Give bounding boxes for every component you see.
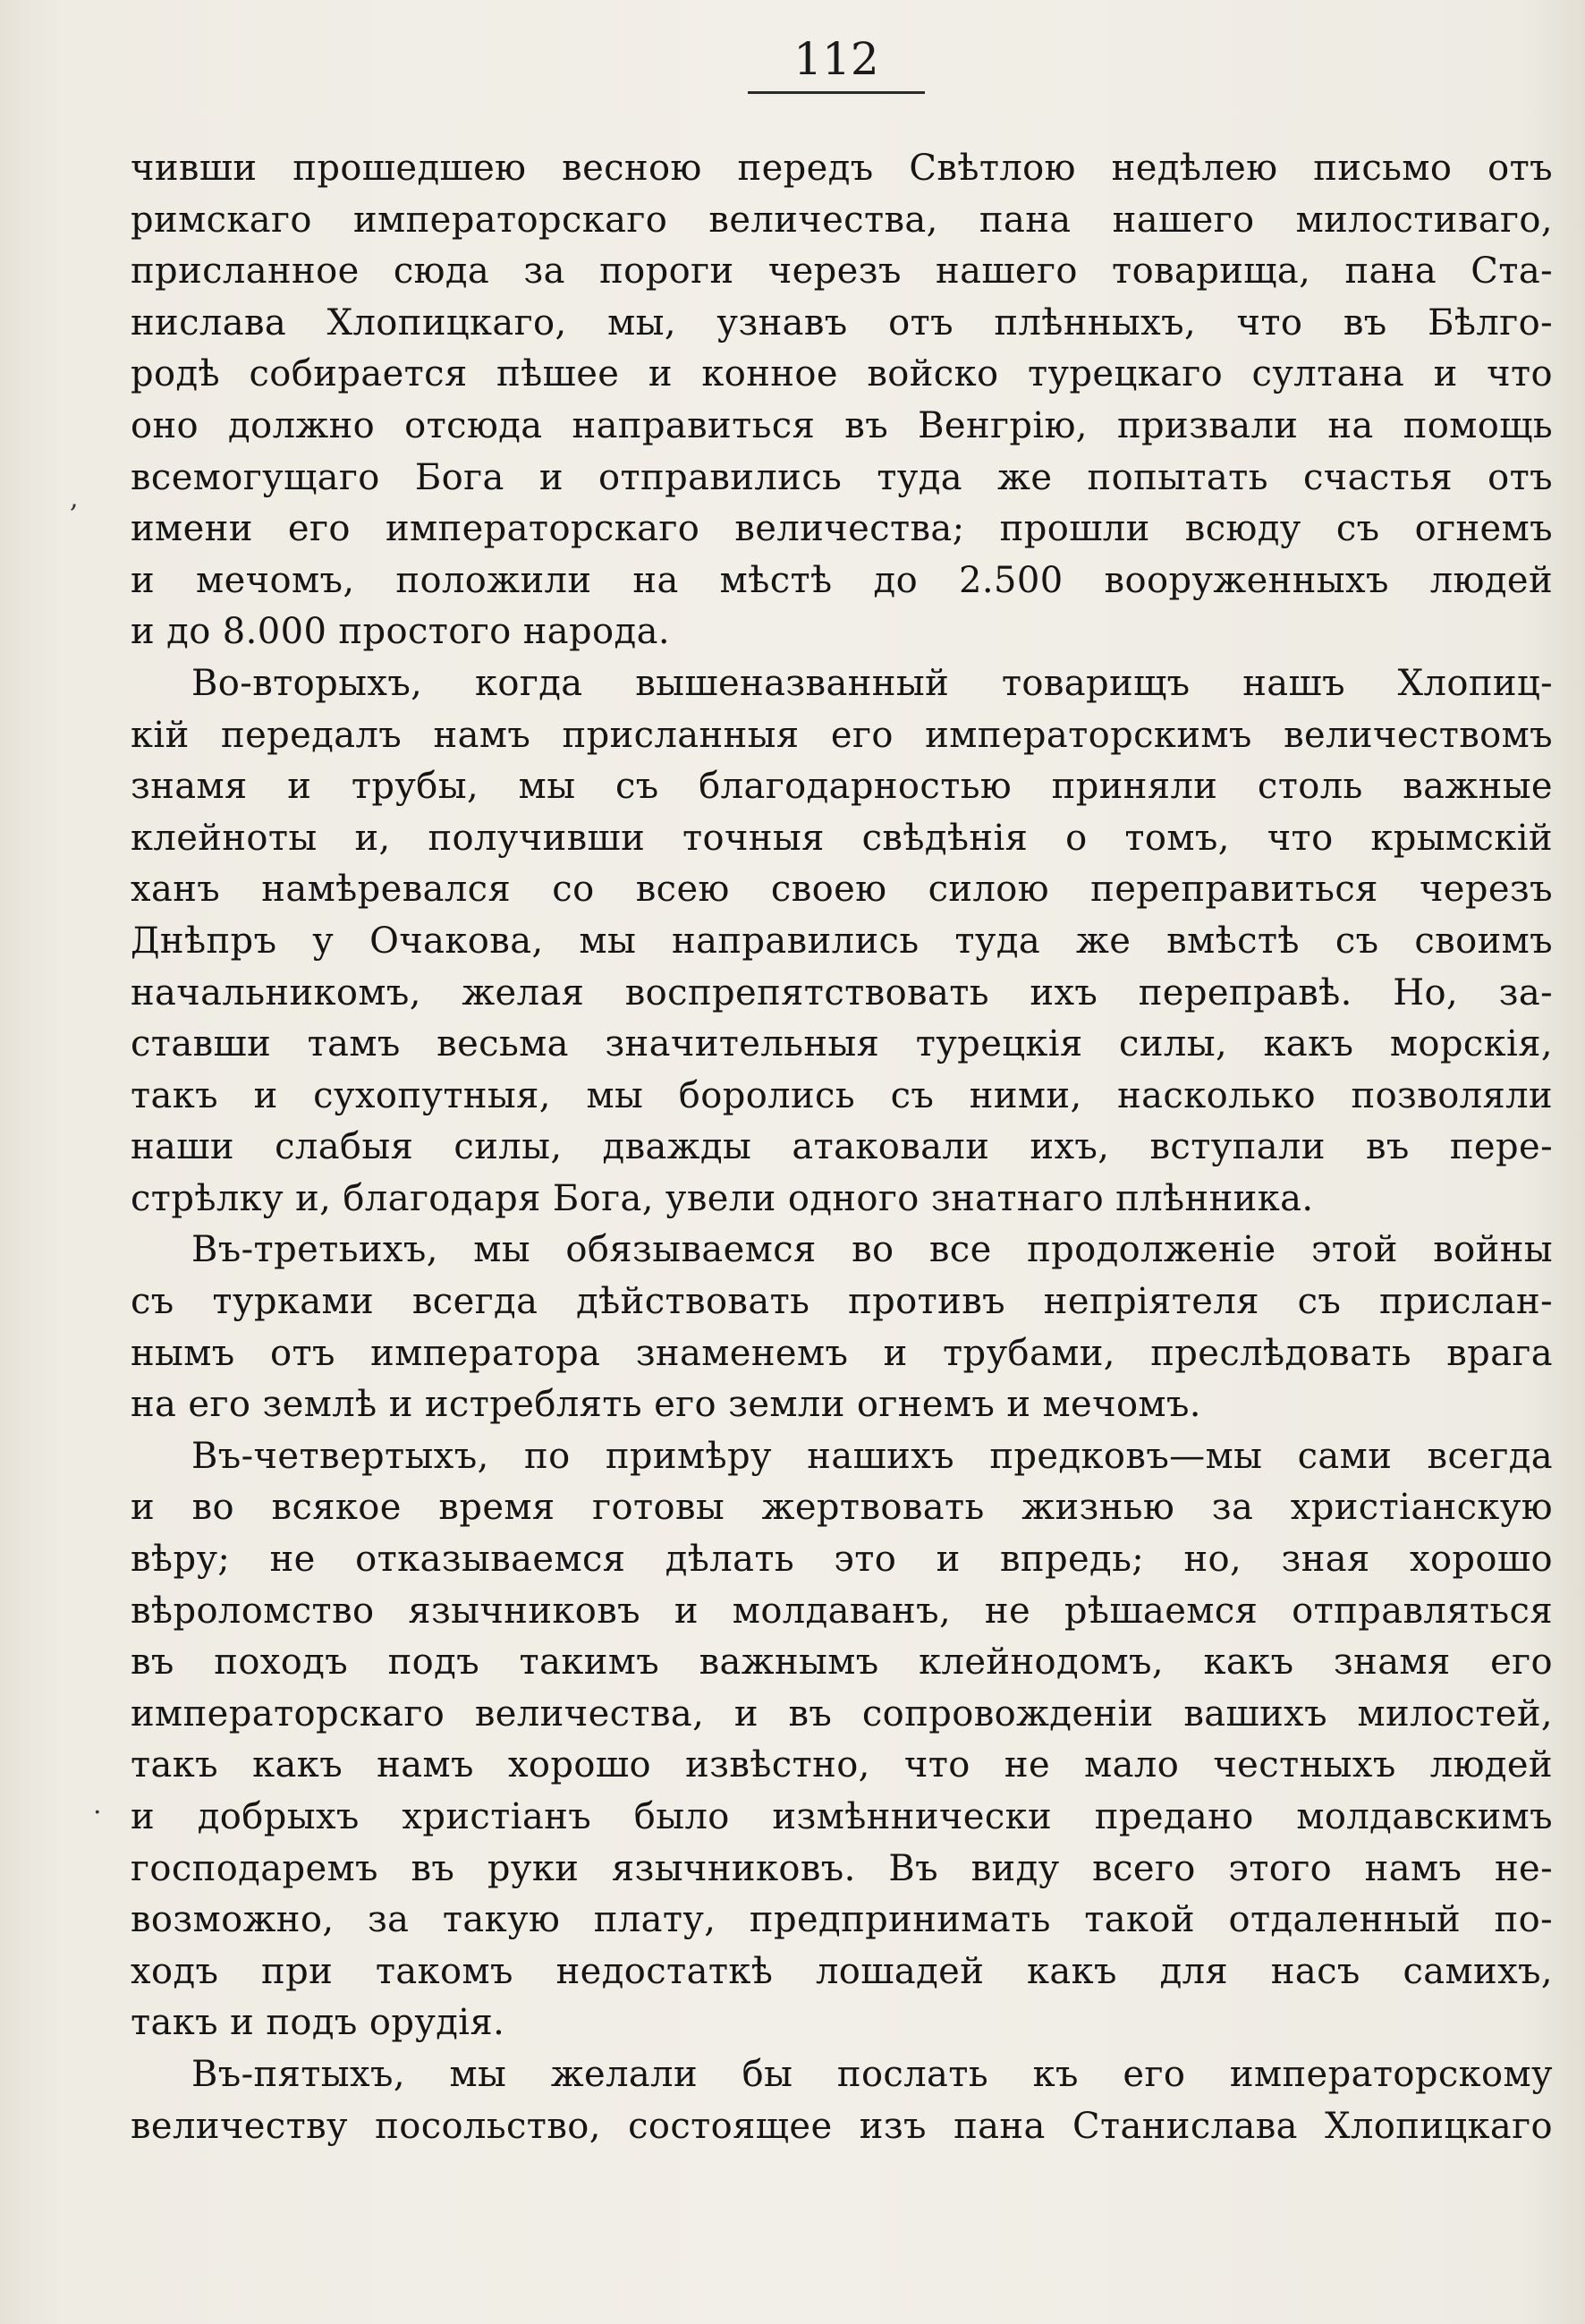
text-line: ханъ намѣревался со всею своею силою переправиться черезъ (131, 869, 1553, 911)
text-line: оно должно отсюда направиться въ Венгрію, призвали на помощь (131, 404, 1553, 446)
text-line: Въ-пятыхъ, мы желали бы послать къ его императорскому (191, 2053, 1553, 2095)
text-line: Днѣпръ у Очакова, мы направились туда же вмѣстѣ съ своимъ (131, 920, 1553, 962)
text-line: римскаго императорскаго величества, пана нашего милостиваго, (131, 199, 1553, 241)
page-number: 112 (793, 33, 879, 85)
text-line: нислава Хлопицкаго, мы, узнавъ отъ плѣнныхъ, что въ Бѣлго- (131, 301, 1553, 344)
text-line: вѣроломство язычниковъ и молдаванъ, не рѣшаемся отправляться (131, 1590, 1553, 1632)
text-line: съ турками всегда дѣйствовать противъ непріятеля съ прислан- (131, 1281, 1553, 1323)
text-line: нымъ отъ императора знаменемъ и трубами, преслѣдовать врага (131, 1332, 1553, 1374)
body-text (131, 143, 1553, 2152)
text-line: присланное сюда за пороги черезъ нашего товарища, пана Ста- (131, 250, 1553, 293)
text-line: ходъ при такомъ недостаткѣ лошадей какъ для насъ самихъ, (131, 1950, 1553, 1992)
text-line: Въ-четвертыхъ, по примѣру нашихъ предковъ—мы сами всегда (191, 1435, 1553, 1477)
text-line: и до 8.000 простого народа. (131, 611, 670, 653)
text-line: такъ и подъ орудія. (131, 2002, 505, 2044)
text-line: вѣру; не отказываемся дѣлать это и впредь; но, зная хорошо (131, 1539, 1553, 1581)
text-line: такъ и сухопутныя, мы боролись съ ними, насколько позволяли (131, 1074, 1553, 1116)
text-line: и мечомъ, положили на мѣстѣ до 2.500 вооруженныхъ людей (131, 559, 1553, 601)
text-line: знамя и трубы, мы съ благодарностью приняли столь важные (131, 766, 1553, 808)
text-line: императорскаго величества, и въ сопровожденіи вашихъ милостей, (131, 1692, 1553, 1735)
text-line: ставши тамъ весьма значительныя турецкія силы, какъ морскія, (131, 1023, 1553, 1065)
text-line: клейноты и, получивши точныя свѣдѣнія о томъ, что крымскій (131, 817, 1553, 859)
text-line: стрѣлку и, благодаря Бога, увели одного знатнаго плѣнника. (131, 1177, 1314, 1219)
text-line: величеству посольство, состоящее изъ пана Станислава Хлопицкаго (131, 2105, 1553, 2147)
text-line: господаремъ въ руки язычниковъ. Въ виду всего этого намъ не- (131, 1847, 1553, 1889)
text-line: родѣ собирается пѣшее и конное войско турецкаго султана и что (131, 353, 1553, 395)
text-line: возможно, за такую плату, предпринимать такой отдаленный по- (131, 1899, 1553, 1941)
text-line: и во всякое время готовы жертвовать жизнью за христіанскую (131, 1487, 1553, 1529)
text-line: наши слабыя силы, дважды атаковали ихъ, вступали въ пере- (131, 1126, 1553, 1168)
text-line: кій передалъ намъ присланныя его императорскимъ величествомъ (131, 714, 1553, 756)
text-line: такъ какъ намъ хорошо извѣстно, что не мало честныхъ людей (131, 1744, 1553, 1786)
margin-mark: , (70, 483, 79, 514)
text-line: на его землѣ и истреблять его земли огнемъ и мечомъ. (131, 1384, 1201, 1426)
text-line: въ походъ подъ такимъ важнымъ клейнодомъ, какъ знамя его (131, 1641, 1553, 1684)
text-line: имени его императорскаго величества; прошли всюду съ огнемъ (131, 508, 1553, 550)
text-line: всемогущаго Бога и отправились туда же попытать счастья отъ (131, 456, 1553, 498)
margin-mark: . (93, 1789, 102, 1820)
text-line: чивши прошедшею весною передъ Свѣтлою недѣлею письмо отъ (131, 148, 1553, 189)
header-rule (748, 91, 925, 94)
text-line: Во-вторыхъ, когда вышеназванный товарищъ нашъ Хлопиц- (191, 662, 1553, 704)
text-line: и добрыхъ христіанъ было измѣннически предано молдавскимъ (131, 1796, 1553, 1837)
text-line: Въ-третьихъ, мы обязываемся во все продолженіе этой войны (191, 1229, 1553, 1271)
text-line: начальникомъ, желая воспрепятствовать ихъ переправѣ. Но, за- (131, 971, 1553, 1014)
